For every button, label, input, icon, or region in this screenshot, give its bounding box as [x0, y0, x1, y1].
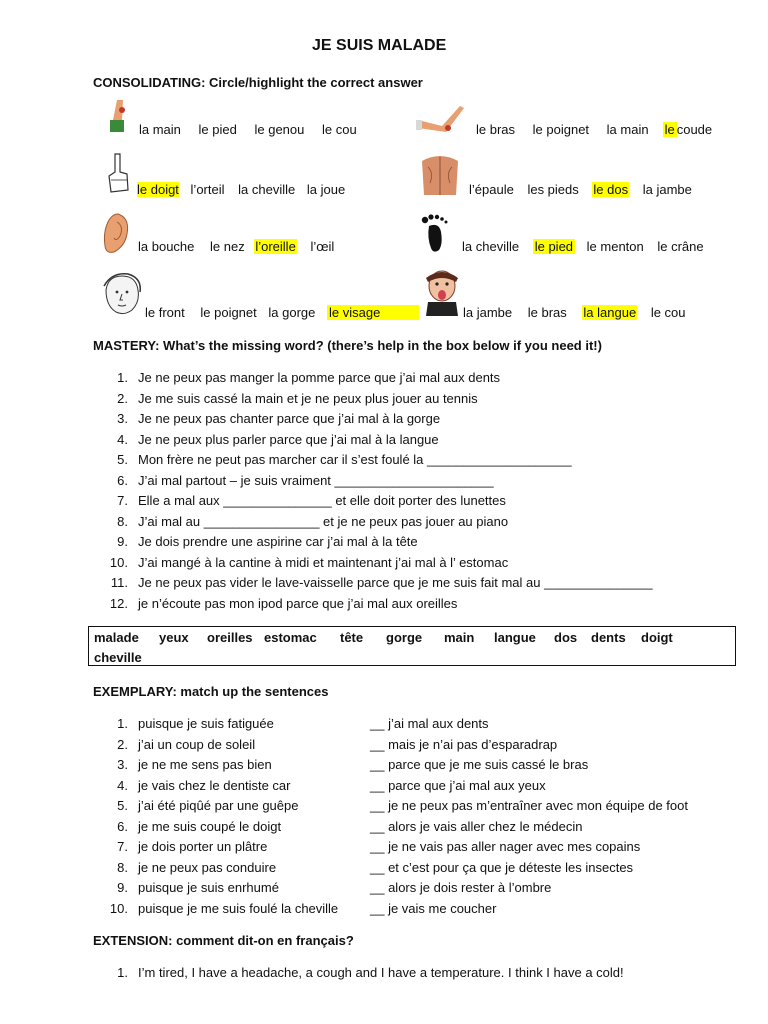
- foot-icon: [417, 212, 453, 254]
- list-item: 8. je ne peux pas conduire: [117, 859, 277, 875]
- back-muscles-icon: [418, 151, 462, 197]
- answer-option[interactable]: la bouche: [138, 239, 195, 254]
- answer-option[interactable]: le crâne: [657, 239, 704, 254]
- list-item: 12. je n’écoute pas mon ipod parce que j’ai mal aux oreilles: [109, 595, 458, 611]
- list-item: 1. I’m tired, I have a headache, a cough and I have a temperature. I think I have a cold!: [117, 965, 624, 980]
- list-item: 5. j’ai été piqûé par une guêpe: [117, 798, 299, 813]
- answer-option[interactable]: le poignet: [532, 122, 590, 137]
- exemplary-heading: EXEMPLARY: match up the sentences: [93, 684, 329, 699]
- word-bank-box: [88, 626, 736, 666]
- list-item[interactable]: __ je ne vais pas aller nager avec mes copains: [370, 839, 641, 854]
- answer-option[interactable]: le genou: [254, 122, 305, 137]
- answer-option[interactable]: la joue: [306, 182, 346, 197]
- consolidating-row-4: [469, 182, 692, 197]
- consolidating-row-8: [463, 305, 686, 320]
- answer-option[interactable]: coude: [676, 122, 713, 137]
- answer-option[interactable]: la jambe: [642, 182, 692, 197]
- consolidating-row-1: [139, 122, 371, 137]
- word-bank-item: malade: [94, 630, 139, 645]
- extension-heading: EXTENSION: comment dit-on en français?: [93, 933, 354, 948]
- list-item[interactable]: __ je ne peux pas m’entraîner avec mon équipe de foot: [370, 798, 688, 813]
- list-item: 7. je dois porter un plâtre: [117, 839, 268, 854]
- arm-elbow-icon: [416, 98, 466, 136]
- answer-option[interactable]: la main: [606, 122, 649, 137]
- arm-with-bandage-icon: [103, 96, 129, 136]
- list-item: 9. Je dois prendre une aspirine car j’ai mal à la tête: [117, 534, 418, 549]
- mastery-heading: MASTERY: What’s the missing word? (there’s help in the box below if you need it!): [93, 338, 602, 353]
- word-bank-item: tête: [340, 630, 364, 645]
- word-bank-item: dos: [554, 630, 578, 645]
- answer-option-highlighted[interactable]: la langue: [583, 305, 637, 320]
- list-item: 4. Je ne peux plus parler parce que j’ai mal à la langue: [117, 431, 439, 447]
- finger-pointing-icon: [103, 152, 133, 196]
- list-item[interactable]: __ alors je vais aller chez le médecin: [370, 818, 583, 834]
- list-item[interactable]: __ j’ai mal aux dents: [370, 716, 489, 731]
- list-item: 7. Elle a mal aux _______________ et elle doit porter des lunettes: [117, 493, 506, 508]
- exemplary-right-list: [370, 714, 688, 919]
- answer-option-highlighted[interactable]: le pied: [534, 239, 574, 254]
- answer-option[interactable]: la main: [139, 122, 181, 137]
- answer-option-highlighted[interactable]: le doigt: [137, 182, 179, 197]
- list-item: 4. je vais chez le dentiste car: [117, 777, 291, 793]
- list-item: 2. Je me suis cassé la main et je ne peux plus jouer au tennis: [117, 390, 478, 406]
- answer-option[interactable]: la cheville: [238, 182, 296, 197]
- answer-option[interactable]: la jambe: [463, 305, 513, 320]
- answer-option[interactable]: le bras: [476, 122, 516, 137]
- consolidating-row-7: [145, 305, 419, 320]
- consolidating-row-6: [462, 239, 704, 254]
- word-bank-item: oreilles: [207, 630, 253, 645]
- exemplary-left-list: [104, 714, 338, 919]
- answer-option-highlighted[interactable]: le dos: [593, 182, 629, 197]
- consolidating-row-3: [137, 182, 359, 197]
- list-item[interactable]: __ alors je dois rester à l’ombre: [370, 880, 552, 895]
- word-bank-item: langue: [494, 630, 536, 645]
- face-portrait-icon: [98, 272, 144, 318]
- ear-icon: [100, 212, 130, 256]
- consolidating-row-5: [138, 239, 334, 254]
- list-item: 8. J’ai mal au ________________ et je ne peux pas jouer au piano: [117, 513, 509, 529]
- tongue-face-icon: [422, 268, 462, 318]
- extension-list: [104, 963, 624, 984]
- list-item: 1. puisque je suis fatiguée: [117, 716, 274, 731]
- answer-option[interactable]: le nez: [210, 239, 245, 254]
- word-bank-item: dents: [591, 630, 626, 645]
- list-item[interactable]: __ et c’est pour ça que je déteste les insectes: [370, 859, 634, 875]
- answer-option[interactable]: l’œil: [310, 239, 335, 254]
- answer-option[interactable]: le cou: [322, 122, 357, 137]
- consolidating-row-2: [476, 122, 712, 137]
- list-item: 3. je ne me sens pas bien: [117, 757, 272, 772]
- list-item: 10. puisque je me suis foulé la cheville: [109, 900, 339, 916]
- list-item: 6. je me suis coupé le doigt: [117, 818, 282, 834]
- list-item: 2. j’ai un coup de soleil: [117, 736, 256, 752]
- answer-option[interactable]: le pied: [198, 122, 237, 137]
- answer-option[interactable]: le menton: [586, 239, 644, 254]
- word-bank-item: gorge: [386, 630, 423, 645]
- answer-option[interactable]: les pieds: [527, 182, 579, 197]
- answer-option[interactable]: le poignet: [200, 305, 257, 320]
- list-item[interactable]: __ mais je n’ai pas d’esparadrap: [370, 736, 558, 752]
- answer-option-highlighted[interactable]: l’oreille: [255, 239, 296, 254]
- answer-option[interactable]: le front: [145, 305, 185, 320]
- answer-option[interactable]: la cheville: [462, 239, 520, 254]
- answer-option-highlighted[interactable]: le: [664, 122, 675, 137]
- word-bank-item: cheville: [94, 650, 142, 665]
- list-item: 5. Mon frère ne peut pas marcher car il s’est foulé la ____________________: [117, 452, 572, 467]
- consolidating-heading: CONSOLIDATING: Circle/highlight the correct answer: [93, 75, 423, 90]
- answer-option[interactable]: le bras: [527, 305, 567, 320]
- word-bank-item: main: [444, 630, 475, 645]
- page-title: JE SUIS MALADE: [312, 37, 447, 54]
- list-item: 3. Je ne peux pas chanter parce que j’ai mal à la gorge: [117, 411, 441, 426]
- answer-option[interactable]: le cou: [650, 305, 686, 320]
- list-item: 9. puisque je suis enrhumé: [117, 880, 279, 895]
- word-bank-item: yeux: [159, 630, 189, 645]
- word-bank-item: doigt: [641, 630, 673, 645]
- answer-option[interactable]: l’orteil: [190, 182, 225, 197]
- list-item: 6. J’ai mal partout – je suis vraiment ______________________: [117, 472, 494, 488]
- list-item[interactable]: __ parce que j’ai mal aux yeux: [370, 777, 546, 793]
- mastery-list: [104, 368, 653, 614]
- word-bank-item: estomac: [264, 630, 317, 645]
- list-item[interactable]: __ je vais me coucher: [370, 900, 497, 916]
- list-item: 11. Je ne peux pas vider le lave-vaisselle parce que je me suis fait mal au _______________: [110, 575, 653, 590]
- answer-option-highlighted[interactable]: le visage: [327, 305, 419, 320]
- answer-option[interactable]: la gorge: [268, 305, 316, 320]
- list-item: 1. Je ne peux pas manger la pomme parce que j’ai mal aux dents: [117, 370, 501, 385]
- list-item[interactable]: __ parce que je me suis cassé le bras: [370, 757, 589, 772]
- answer-option[interactable]: l’épaule: [469, 182, 514, 197]
- list-item: 10. J’ai mangé à la cantine à midi et maintenant j’ai mal à l’ estomac: [109, 554, 509, 570]
